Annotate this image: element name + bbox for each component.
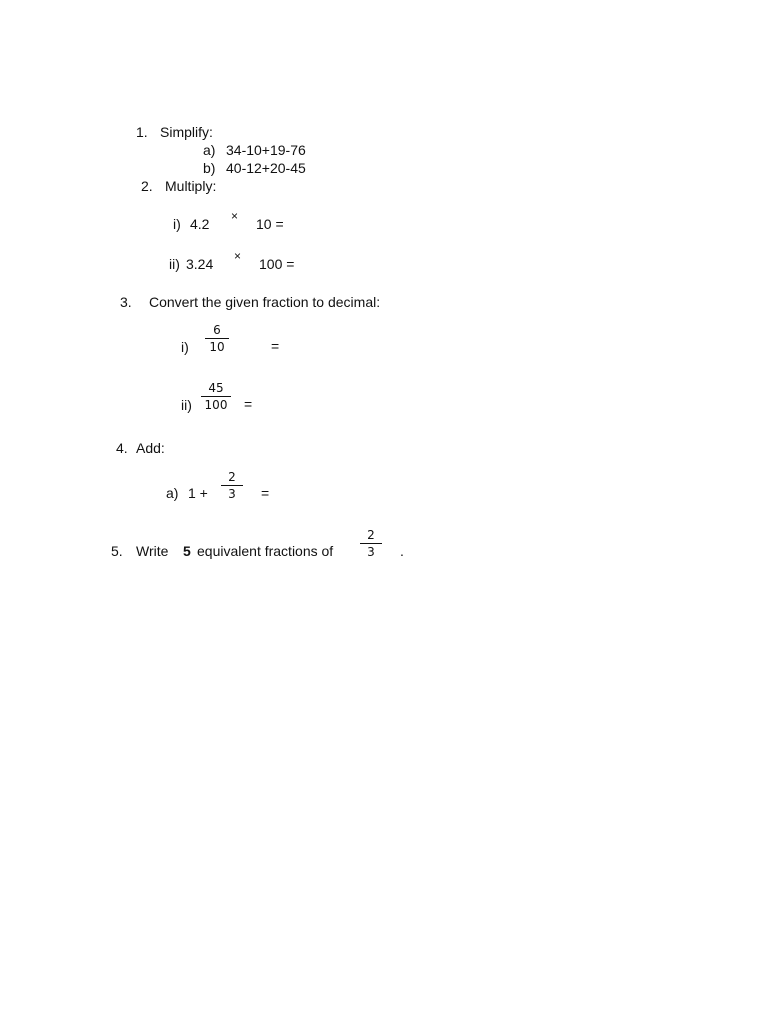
q3i-label: i) (181, 339, 189, 355)
q3ii-fraction (201, 381, 231, 412)
q5-text: equivalent fractions of (197, 543, 334, 559)
numerator: 2 (367, 528, 375, 542)
q4a-label: a) (166, 485, 179, 501)
q1a-expression: 34-10+19-76 (226, 142, 306, 158)
denominator: 10 (209, 340, 225, 354)
q4a-lhs: 1 + (188, 485, 208, 501)
numerator: 6 (213, 323, 221, 337)
multiply-sign: × (234, 249, 242, 263)
fraction-bar (221, 485, 243, 486)
q5-word: Write (136, 543, 169, 559)
denominator: 3 (228, 487, 236, 501)
fraction-bar (205, 338, 229, 339)
denominator: 3 (367, 545, 375, 559)
q3ii-equals: = (244, 396, 253, 412)
q2-number: 2. (141, 178, 153, 194)
numerator: 45 (208, 381, 224, 395)
q4a-fraction (221, 470, 243, 501)
q4a-equals: = (261, 485, 270, 501)
fraction-bar (360, 543, 382, 544)
q4-number: 4. (116, 440, 128, 456)
q5-count (183, 543, 191, 559)
q3i-fraction (205, 323, 229, 354)
q5-number: 5. (111, 543, 123, 559)
q2-title: Multiply: (165, 178, 217, 194)
q2i-operand: 10 = (256, 216, 284, 232)
q2i-value: 4.2 (190, 216, 210, 232)
numerator: 2 (228, 470, 236, 484)
q2ii-label: ii) (169, 256, 180, 272)
q1-number: 1. (136, 124, 148, 140)
q3ii-label: ii) (181, 397, 192, 413)
multiply-sign: × (231, 209, 239, 223)
q3-number: 3. (120, 294, 132, 310)
fraction-bar (201, 396, 231, 397)
q4-title: Add: (136, 440, 165, 456)
q3-title: Convert the given fraction to decimal: (149, 294, 381, 310)
q2ii-operand: 100 = (259, 256, 295, 272)
denominator: 100 (204, 398, 228, 412)
q2ii-value: 3.24 (186, 256, 214, 272)
q5-fraction (360, 528, 382, 559)
q3i-equals: = (271, 338, 280, 354)
q5-period: . (400, 543, 404, 559)
q5-count-bold: 5 (183, 543, 191, 559)
q1b-expression: 40-12+20-45 (226, 160, 306, 176)
q1a-label: a) (203, 142, 216, 158)
q1-title: Simplify: (160, 124, 213, 140)
q1b-label: b) (203, 160, 216, 176)
q2i-label: i) (173, 216, 181, 232)
